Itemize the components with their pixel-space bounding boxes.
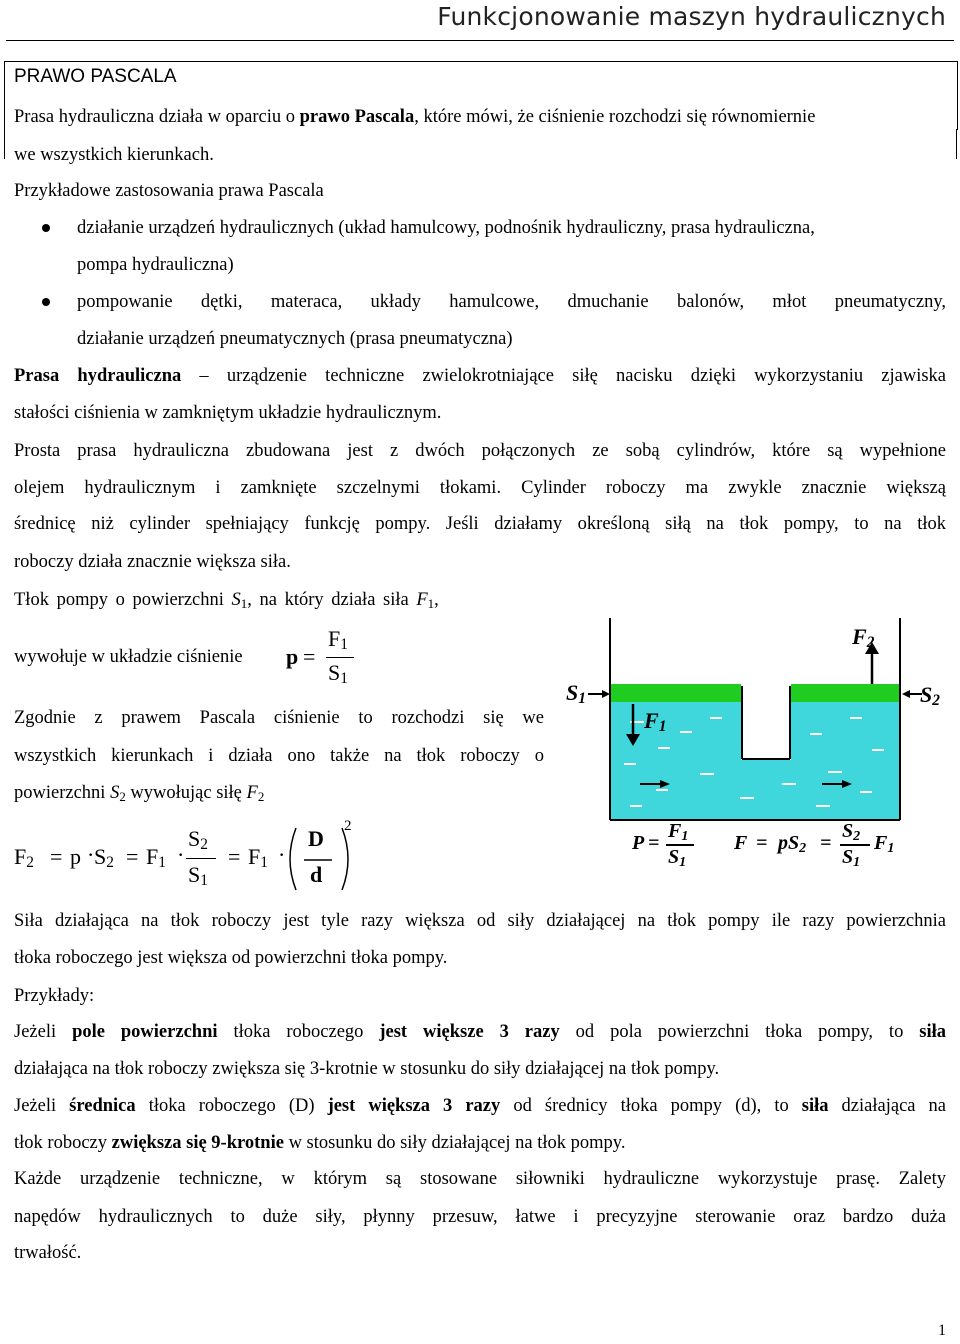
piston-line-1: Tłok pompy o powierzchni $S_1$, na który działa siła $F_1$,	[14, 590, 439, 611]
dot: ·	[278, 842, 286, 867]
header-title: Funkcjonowanie maszyn hydraulicznych	[437, 2, 946, 31]
d-big: D	[308, 826, 324, 851]
subscript: 1	[681, 829, 689, 844]
text: w stosunku do siły działającej na tłok pompy.	[283, 1133, 626, 1153]
dot: ·	[177, 842, 185, 867]
example-2-line-2	[14, 1132, 625, 1154]
figure-label-f2	[852, 624, 874, 650]
s: S	[328, 660, 341, 685]
bullet-1-line-1: działanie urządzeń hydraulicznych (układ hamulcowy, podnośnik hydrauliczny, prasa hydrauliczna,	[77, 218, 815, 238]
eq: =	[50, 844, 63, 869]
num	[668, 820, 688, 843]
f1	[248, 844, 268, 870]
subscript: 2	[799, 841, 807, 856]
subscript: 1	[887, 841, 895, 856]
text: tłok roboczy	[14, 1133, 112, 1153]
subscript: 1	[200, 872, 208, 889]
subscript: 1	[679, 855, 687, 870]
f1	[146, 844, 166, 870]
ps2	[778, 832, 806, 855]
figure-label-f1	[644, 708, 666, 734]
bold: średnica	[69, 1096, 136, 1116]
eq: =	[228, 844, 241, 869]
symbol-s: S	[110, 783, 120, 803]
subscript: 2	[200, 836, 208, 853]
figure-formula-force	[734, 820, 914, 872]
bold: siła	[919, 1022, 946, 1042]
f2	[14, 844, 34, 870]
text: działająca na	[828, 1096, 946, 1116]
eq: =	[820, 832, 832, 854]
bold: jest większe 3 razy	[379, 1022, 560, 1042]
s: S	[188, 862, 201, 887]
bullet-1-line-2: pompa hydrauliczna)	[77, 255, 234, 275]
s: S	[668, 846, 680, 868]
text: powierzchni	[14, 783, 111, 803]
text: , na który działa siła	[247, 590, 417, 610]
d-small: d	[310, 862, 323, 887]
f: F	[644, 708, 659, 733]
exponent: 2	[344, 818, 352, 834]
s: S	[842, 846, 854, 868]
subscript: 1	[853, 855, 861, 870]
paragraph-line: Prosta prasa hydrauliczna zbudowana jest z dwóch połączonych ze sobą cylindrów, które są wypełnione	[14, 441, 946, 461]
text: tłoka roboczego	[217, 1022, 380, 1042]
figure-label-s2	[920, 682, 940, 708]
f: F	[328, 626, 341, 651]
fraction-bar	[326, 657, 354, 658]
definition-text: – urządzenie techniczne zwielokrotniające siłę nacisku dzięki wykorzystaniu zjawiska	[181, 366, 946, 386]
formula-numerator	[328, 626, 348, 652]
paragraph-line: olejem hydraulicznym i zamknięte szczelnymi tłokami. Cylinder roboczy ma zwykle znacznie większą	[14, 478, 946, 498]
piston-line-2: wywołuje w układzie ciśnienie	[14, 647, 243, 667]
subscript: 1	[158, 854, 166, 871]
force-formula	[14, 818, 354, 898]
eq: =	[756, 832, 768, 854]
header-rule	[6, 40, 954, 41]
subscript: 2	[119, 789, 126, 804]
example-2-line-1	[14, 1095, 946, 1117]
intro-line-1	[14, 106, 815, 128]
subscript: 2	[106, 854, 114, 871]
subscript: 1	[340, 670, 348, 687]
s: S	[788, 832, 800, 854]
page-number: 1	[938, 1322, 946, 1339]
intro-bold: prawo Pascala	[299, 107, 415, 127]
f: F	[668, 820, 682, 842]
subscript: 2	[853, 829, 861, 844]
bullet-2-line-1: pompowanie dętki, materaca, układy hamulcowe, dmuchanie balonów, młot pneumatyczny,	[77, 292, 946, 312]
f: F	[852, 624, 867, 649]
subscript: 2	[257, 789, 265, 804]
formula-p: p	[286, 644, 299, 669]
p: p	[778, 832, 788, 854]
p: P	[632, 832, 645, 854]
fraction-bar	[186, 858, 216, 859]
final-line: Każde urządzenie techniczne, w którym są stosowane siłowniki hydrauliczne wykorzystuje prasę. Zalety	[14, 1169, 946, 1189]
subscript: 1	[260, 854, 268, 871]
s: S	[188, 826, 201, 851]
formula-eq: =	[303, 644, 316, 669]
subscript: 1	[240, 596, 248, 611]
s2	[94, 844, 114, 870]
section-box-left-edge	[4, 129, 5, 159]
eq: =	[648, 832, 660, 854]
examples-heading: Przykładowe zastosowania prawa Pascala	[14, 181, 324, 201]
paragraph-line: średnicę niż cylinder spełniający funkcję pompy. Jeśli działamy określoną siłą na tłok pompy, to na tłok	[14, 514, 946, 534]
bold: pole powierzchni	[72, 1022, 218, 1042]
f: F	[874, 832, 888, 854]
text: Jeżeli	[14, 1096, 70, 1116]
piston-line-5	[14, 782, 264, 804]
bullet-2-line-2: działanie urządzeń pneumatycznych (prasa pneumatyczna)	[77, 329, 513, 349]
den	[842, 846, 860, 869]
figure-formula-pressure	[632, 820, 712, 872]
intro-text: Prasa hydrauliczna działa w oparciu o	[14, 107, 300, 127]
p: p	[70, 844, 81, 869]
f: F	[734, 832, 748, 854]
dot: ·	[87, 842, 95, 867]
pressure-formula	[286, 626, 366, 690]
piston-line-3: Zgodnie z prawem Pascala ciśnienie to rozchodzi się we	[14, 708, 544, 728]
definition-line-2: stałości ciśnienia w zamkniętym układzie hydraulicznym.	[14, 403, 442, 423]
den	[668, 846, 686, 869]
final-line: napędów hydraulicznych to duże siły, płynny przesuw, łatwe i precyzyjne sterowanie oraz bardzo duża	[14, 1207, 946, 1227]
text: od średnicy tłoka pompy (d), to	[500, 1096, 802, 1116]
subscript: 1	[578, 690, 586, 707]
examples-label: Przykłady:	[14, 986, 95, 1006]
subscript: 2	[26, 854, 34, 871]
f: F	[248, 844, 261, 869]
subscript: 1	[340, 636, 348, 653]
bold: siła	[801, 1096, 829, 1116]
example-1-line-1	[14, 1021, 946, 1043]
example-1-line-2: działająca na tłok roboczy zwiększa się 3-krotnie w stosunku do siły działającej na tłok pompy.	[14, 1059, 720, 1079]
piston-line-4: wszystkich kierunkach i działa ono także na tłok roboczy o	[14, 746, 544, 766]
text: wywołując siłę	[125, 783, 247, 803]
conclusion-line: Siła działająca na tłok roboczy jest tyle razy większa od siły działającej na tłok pompy ile razy powierzchnia	[14, 911, 946, 931]
s: S	[842, 820, 854, 842]
s: S	[94, 844, 107, 869]
subscript: 2	[866, 634, 875, 651]
paragraph-line: roboczy działa znacznie większa siła.	[14, 552, 291, 572]
f: F	[14, 844, 27, 869]
f: F	[146, 844, 159, 869]
symbol-s: S	[231, 590, 241, 610]
section-box-right-edge	[956, 129, 957, 159]
subscript: 1	[427, 596, 435, 611]
definition-term: Prasa hydrauliczna	[14, 366, 182, 386]
text: od pola powierzchni tłoka pompy, to	[559, 1022, 920, 1042]
text: tłoka roboczego (D)	[135, 1096, 328, 1116]
subscript: 2	[932, 692, 940, 709]
conclusion-line: tłoka roboczego jest większa od powierzchni tłoka pompy.	[14, 948, 448, 968]
symbol-f: F	[416, 590, 428, 610]
s: S	[920, 682, 933, 707]
bold: zwiększa się 9-krotnie	[111, 1133, 284, 1153]
final-line: trwałość.	[14, 1243, 82, 1263]
formula-denominator	[328, 660, 348, 686]
num	[842, 820, 860, 843]
intro-text-post: , które mówi, że ciśnienie rozchodzi się równomiernie	[414, 107, 816, 127]
frac-den	[188, 862, 208, 888]
section-title: PRAWO PASCALA	[14, 66, 177, 87]
definition-line-1	[14, 365, 946, 387]
figure-label-s1	[566, 680, 586, 706]
bullet-dot	[42, 224, 50, 232]
text: Jeżeli	[14, 1022, 73, 1042]
text: Tłok pompy o powierzchni	[14, 590, 232, 610]
intro-line-2: we wszystkich kierunkach.	[14, 145, 214, 165]
symbol-f: F	[246, 783, 258, 803]
subscript: 1	[658, 718, 667, 735]
eq: =	[126, 844, 139, 869]
bullet-dot	[42, 298, 50, 306]
frac-num	[188, 826, 208, 852]
s: S	[566, 680, 579, 705]
f1	[874, 832, 894, 855]
bold: jest większa 3 razy	[327, 1096, 501, 1116]
